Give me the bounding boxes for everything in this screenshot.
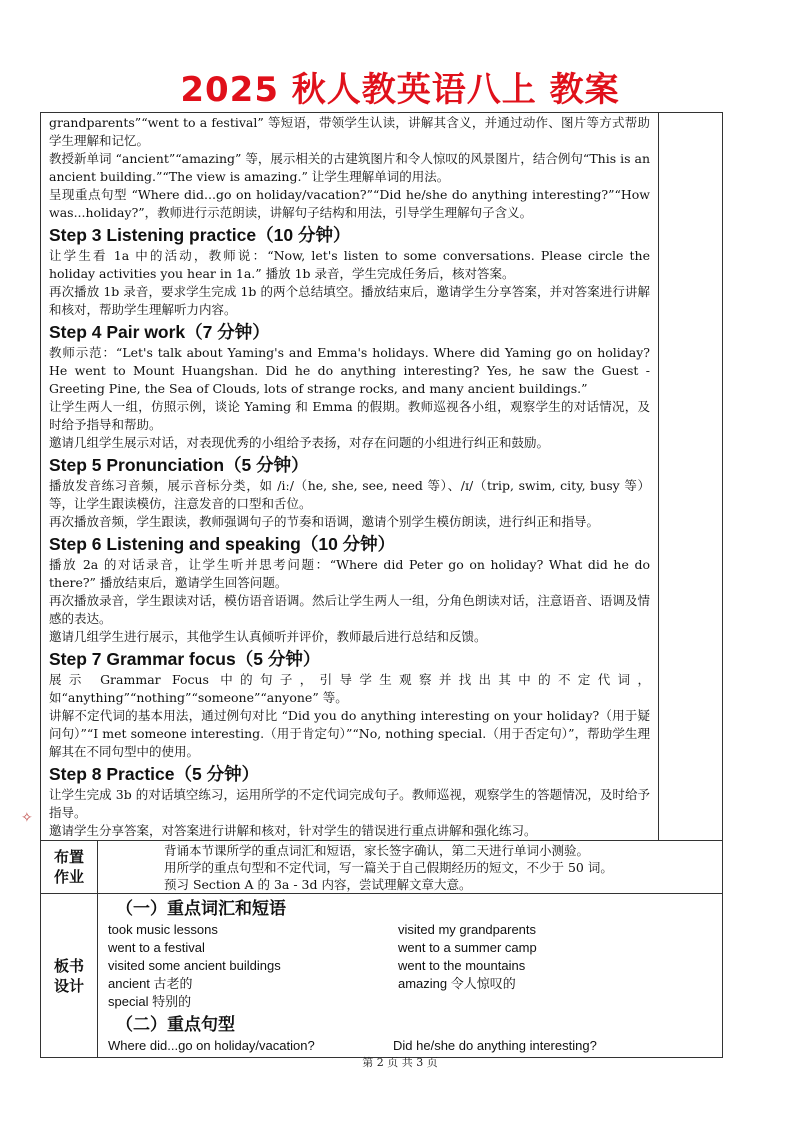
homework-item: 预习 Section A 的 3a - 3d 内容，尝试理解文章大意。 xyxy=(164,877,472,892)
board-label-text: 板书设计 xyxy=(53,956,84,995)
vocab-item: went to a summer camp xyxy=(398,940,537,955)
vocab-item: took music lessons xyxy=(108,922,218,937)
step-paragraph: 播放 2a 的对话录音，让学生听并思考问题：“Where did Peter go on holiday? What did he do there?” 播放结束后，邀请学生回答问题。 xyxy=(49,557,650,590)
step-paragraph: 再次播放音频，学生跟读，教师强调句子的节奏和语调，邀请个别学生模仿朗读，进行纠正和指导。 xyxy=(49,514,600,529)
intro-paragraph: grandparents”“went to a festival” 等短语，带领学生认读，讲解其含义，并通过动作、图片等方式帮助学生理解和记忆。 xyxy=(49,115,650,148)
sentence-heading: （二）重点句型 xyxy=(116,1015,235,1035)
vocab-item: ancient 古老的 xyxy=(108,976,193,991)
step-paragraph: 展示 Grammar Focus 中的句子，引导学生观察并找出其中的不定代词，如“anything”“nothing”“someone”“anyone” 等。 xyxy=(49,672,650,705)
homework-row xyxy=(41,841,723,894)
page-footer: 第 2 页 共 3 页 xyxy=(362,1056,438,1069)
step-paragraph: 让学生完成 3b 的对话填空练习，运用所学的不定代词完成句子。教师巡视，观察学生的答题情况，及时给予指导。 xyxy=(49,787,650,820)
vocab-item: went to a festival xyxy=(108,940,205,955)
step-paragraph: 邀请几组学生进行展示，其他学生认真倾听并评价，教师最后进行总结和反馈。 xyxy=(49,629,487,644)
step-paragraph: 让学生看 1a 中的活动，教师说：“Now, let's listen to some conversations. Please circle the holiday activities you hear in 1a.” 播放 1b 录音，学生完成任务后，核对答案。 xyxy=(49,248,650,281)
vocab-heading: （一）重点词汇和短语 xyxy=(116,899,286,919)
vocab-row xyxy=(108,975,714,993)
board-label xyxy=(41,894,98,1058)
vocab-item: went to the mountains xyxy=(398,958,526,973)
vocab-item: amazing 令人惊叹的 xyxy=(398,976,516,991)
homework-label-text: 布置作业 xyxy=(53,848,84,886)
homework-label xyxy=(41,841,98,894)
step-paragraph: 邀请学生分享答案，对答案进行讲解和核对，针对学生的错误进行重点讲解和强化练习。 xyxy=(49,823,537,838)
notes-column xyxy=(659,113,723,841)
step-paragraph: 再次播放 1b 录音，要求学生完成 1b 的两个总结填空。播放结束后，邀请学生分享答案，并对答案进行讲解和核对，帮助学生理解听力内容。 xyxy=(49,284,650,317)
intro-paragraph: 教授新单词 “ancient”“amazing” 等，展示相关的古建筑图片和令人惊叹的风景图片，结合例句“This is an ancient building.”“The view is amazing.” 让学生理解单词的用法。 xyxy=(49,151,650,184)
sentence-pattern-2: Did he/she do anything interesting? xyxy=(393,1038,597,1053)
procedure-cell xyxy=(41,113,659,841)
homework-item: 背诵本节课所学的重点词汇和短语，家长签字确认，第二天进行单词小测验。 xyxy=(164,843,590,858)
vocab-row xyxy=(108,993,714,1011)
step-paragraph: 让学生两人一组，仿照示例，谈论 Yaming 和 Emma 的假期。教师巡视各小组，观察学生的对话情况，及时给予指导和帮助。 xyxy=(49,399,650,432)
step-paragraph: 邀请几组学生展示对话，对表现优秀的小组给予表扬，对存在问题的小组进行纠正和鼓励。 xyxy=(49,435,550,450)
steps-section xyxy=(49,224,650,840)
vocab-item xyxy=(398,993,714,1011)
vocab-item: special 特别的 xyxy=(108,994,192,1009)
step-heading: Step 4 Pair work（7 分钟） xyxy=(49,322,270,342)
vocab-item: visited my grandparents xyxy=(398,922,537,937)
sparkle-icon: ✧ xyxy=(21,810,33,826)
vocab-row xyxy=(108,957,714,975)
step-heading: Step 5 Pronunciation（5 分钟） xyxy=(49,455,309,475)
homework-cell xyxy=(98,841,723,894)
vocab-row xyxy=(108,939,714,957)
intro-section xyxy=(49,114,650,222)
vocab-row xyxy=(108,921,714,939)
vocab-list xyxy=(108,921,714,1011)
vocab-item: visited some ancient buildings xyxy=(108,958,281,973)
intro-paragraph: 呈现重点句型 “Where did...go on holiday/vacation?”“Did he/she do anything interesting?”“How was...holiday?”，教师进行示范朗读，讲解句子结构和用法，引导学生理解句子含义。 xyxy=(49,187,650,220)
board-cell xyxy=(98,894,723,1058)
step-paragraph: 再次播放录音，学生跟读对话，模仿语音语调。然后让学生两人一组，分角色朗读对话，注意语音、语调及情感的表达。 xyxy=(49,593,650,626)
step-heading: Step 8 Practice（5 分钟） xyxy=(49,764,260,784)
lesson-plan-table xyxy=(40,112,723,1058)
step-paragraph: 教师示范：“Let's talk about Yaming's and Emma's holidays. Where did Yaming go on holiday? He went to Mount Huangshan. Did he do anything interesting? Yes, he saw the Guest - Greeting Pine, the Sea of Clouds, lots of strange rocks, and many ancient buildings.” xyxy=(49,345,650,396)
board-row xyxy=(41,894,723,1058)
homework-item: 用所学的重点句型和不定代词，写一篇关于自己假期经历的短文，不少于 50 词。 xyxy=(164,860,613,875)
procedure-row xyxy=(41,113,723,841)
homework-lines xyxy=(164,842,714,893)
step-paragraph: 播放发音练习音频，展示音标分类，如 /iː/（he, she, see, need 等）、/ɪ/（trip, swim, city, busy 等）等，让学生跟读模仿，注意发音的口型和舌位。 xyxy=(49,478,650,511)
step-heading: Step 7 Grammar focus（5 分钟） xyxy=(49,649,321,669)
step-heading: Step 6 Listening and speaking（10 分钟） xyxy=(49,534,396,554)
step-heading: Step 3 Listening practice（10 分钟） xyxy=(49,225,351,245)
sentence-pattern-1: Where did...go on holiday/vacation? xyxy=(108,1038,315,1053)
step-paragraph: 讲解不定代词的基本用法，通过例句对比 “Did you do anything interesting on your holiday?（用于疑问句）”“I met someone interesting.（用于肯定句）”“No, nothing special.（用于否定句）”，帮助学生理解其在不同句型中的使用。 xyxy=(49,708,650,759)
page-title: 2025 秋人教英语八上 教案 xyxy=(180,70,620,110)
